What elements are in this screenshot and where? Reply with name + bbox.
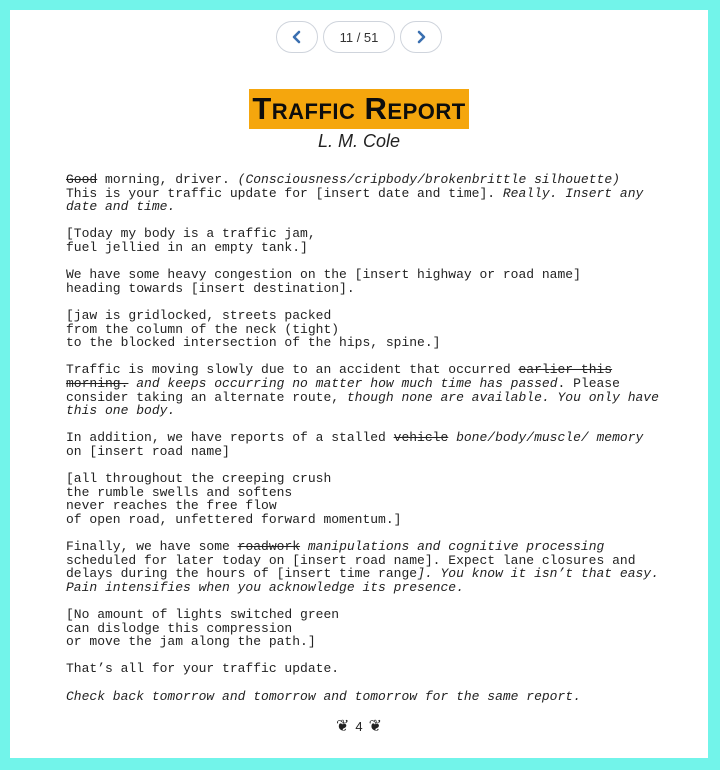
struck-text: Good: [66, 172, 98, 187]
struck-text: earlier this morning.: [66, 362, 613, 391]
text: Traffic is moving slowly due to an accident that occurred: [66, 362, 519, 378]
stanza-3: [all throughout the creeping crush the rumble swells and softens never reaches the free flow of open road, unfettered forward momentum.]: [66, 471, 402, 527]
page-counter: 11 / 51: [323, 21, 395, 53]
paragraph-accident: [66, 363, 666, 417]
text: In addition, we have reports of a stalled: [66, 430, 394, 446]
italic-text: Really. Insert any date and time.: [66, 185, 644, 215]
page-frame: [10, 10, 708, 758]
italic-text: Check back tomorrow and tomorrow and tomorrow for the same report.: [66, 688, 581, 704]
paragraph-closing: That’s all for your traffic update.: [66, 661, 340, 677]
struck-text: roadwork: [237, 539, 301, 555]
next-page-button[interactable]: [400, 21, 442, 53]
italic-text: though none are available. You only have this one body.: [66, 389, 659, 419]
stanza-1: [Today my body is a traffic jam, fuel jellied in an empty tank.]: [66, 226, 316, 255]
chevron-right-icon: [415, 30, 427, 44]
paragraph-signoff: [66, 690, 666, 704]
stanza-2: [jaw is gridlocked, streets packed from the column of the neck (tight) to the blocked intersection of the hips, spine.]: [66, 307, 441, 351]
page-navigation: [10, 21, 708, 53]
italic-text: ]. You know it isn’t that easy. Pain intensifies when you acknowledge its presence.: [66, 566, 659, 595]
text: Finally, we have some: [66, 539, 238, 555]
paragraph-greeting: [66, 173, 666, 214]
fleuron-left-icon: ❦: [335, 718, 350, 735]
italic-text: manipulations and cognitive processing: [300, 539, 605, 555]
italic-text: bone/body/muscle/ memory: [448, 430, 644, 446]
author-name: L. M. Cole: [317, 131, 401, 151]
prev-page-button[interactable]: [276, 21, 318, 53]
struck-text: vehicle: [393, 430, 449, 446]
page-number: 4: [355, 718, 363, 734]
paragraph-congestion: We have some heavy congestion on the [insert highway or road name] heading towards [insert destination].: [66, 267, 581, 296]
text: This is your traffic update for [insert date and time].: [66, 185, 496, 201]
italic-text: (Consciousness/cripbody/brokenbrittle silhouette): [237, 172, 620, 187]
stanza-4: [No amount of lights switched green can dislodge this compression or move the jam along the path.]: [66, 607, 340, 650]
text: scheduled for later today on [insert road name]. Expect lane closures and delays during the hours of [insert time range: [66, 552, 636, 582]
text: morning, driver.: [97, 172, 238, 187]
chevron-left-icon: [291, 30, 303, 44]
italic-text: and keeps occurring no matter how much time has passed: [128, 375, 558, 391]
poem-body: [66, 173, 666, 717]
paragraph-roadwork: [66, 540, 666, 594]
poem-title: Traffic Report: [249, 89, 468, 129]
page-footer: [10, 716, 708, 736]
text: on [insert road name]: [66, 443, 230, 459]
fleuron-right-icon: ❦: [368, 718, 383, 735]
paragraph-stalled: [66, 431, 666, 458]
text: . Please consider taking an alternate route,: [66, 375, 620, 405]
